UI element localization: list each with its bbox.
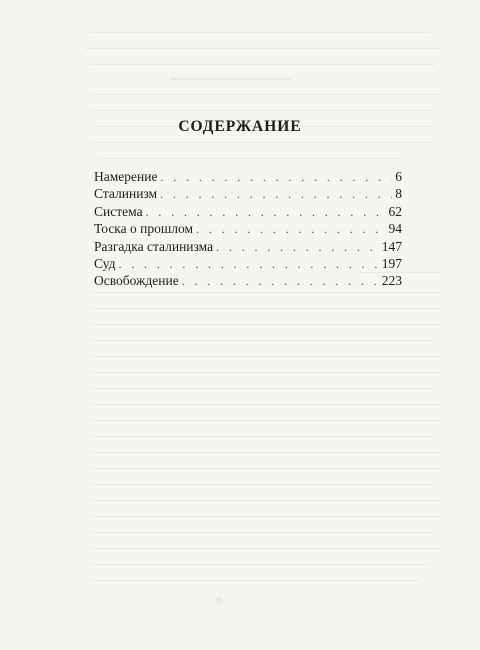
toc-entry-page: 8: [395, 186, 402, 202]
toc-entry-page: 197: [381, 255, 402, 271]
toc-entry-page: 223: [381, 273, 402, 289]
toc-entry[interactable]: [94, 272, 402, 289]
dot-leader: [160, 169, 392, 186]
dot-leader: [146, 204, 386, 221]
toc-entry-label: Сталинизм: [94, 186, 158, 202]
page-folio-mark: [215, 597, 223, 605]
dot-leader: [160, 186, 392, 203]
show-through-text: [60, 20, 460, 640]
toc-entry-label: Разгадка сталинизма: [94, 238, 214, 254]
toc-entry[interactable]: [94, 168, 402, 185]
toc-entry-label: Суд: [94, 255, 116, 271]
page-title: СОДЕРЖАНИЕ: [178, 118, 302, 135]
toc-entry-page: 147: [381, 238, 402, 254]
dot-leader: [216, 239, 379, 256]
toc-entry[interactable]: [94, 220, 402, 237]
toc-entry[interactable]: [94, 203, 402, 220]
toc-entry-page: 94: [388, 221, 402, 237]
toc-entry[interactable]: [94, 238, 402, 255]
toc-entry[interactable]: [94, 185, 402, 202]
toc-entry-label: Освобождение: [94, 273, 179, 289]
table-of-contents: [94, 168, 402, 290]
toc-entry-label: Система: [94, 203, 143, 219]
toc-entry[interactable]: [94, 255, 402, 272]
dot-leader: [118, 256, 378, 273]
toc-entry-label: Намерение: [94, 169, 158, 184]
toc-entry-label: Тоска о прошлом: [94, 221, 194, 237]
toc-entry-page: 62: [388, 203, 402, 219]
dot-leader: [182, 273, 379, 290]
toc-entry-page: 6: [395, 169, 402, 184]
dot-leader: [196, 221, 385, 238]
